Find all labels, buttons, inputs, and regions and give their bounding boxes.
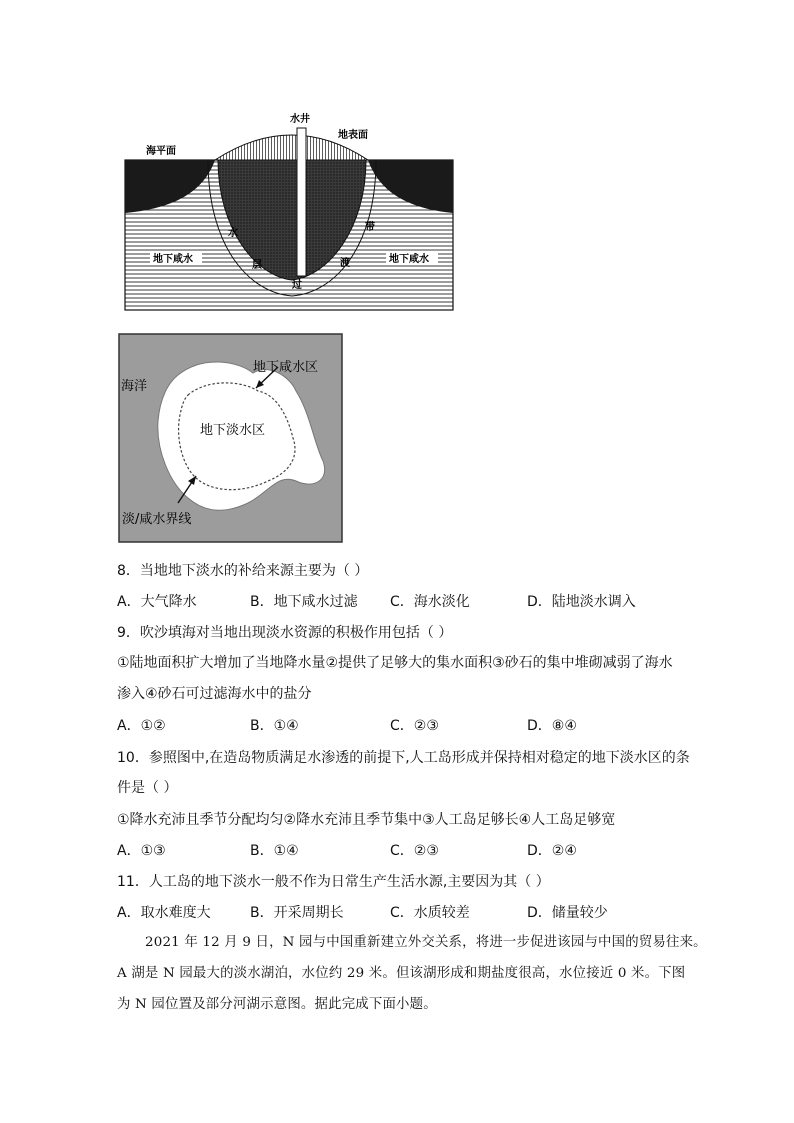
q10-option-a: A．①③: [117, 843, 166, 859]
label-sea-level: 海平面: [146, 146, 176, 157]
zone-char-3: 过: [292, 280, 302, 291]
passage-line-2: A 湖是 N 园最大的淡水湖泊，水位约 29 米。但该湖形成和期盐度很高，水位接近 0 米。下图: [117, 966, 686, 981]
q8-option-a: A．大气降水: [117, 594, 197, 610]
q9-line-1: ①陆地面积扩大增加了当地降水量②提供了足够大的集水面积③砂石的集中堆砌减弱了海水: [117, 655, 673, 671]
question-10-stem-cont: 件是（ ）: [117, 780, 178, 796]
label-saline-left: 地下咸水: [153, 254, 193, 265]
question-10-stem: 10．参照图中,在造岛物质满足水渗透的前提下,人工岛形成并保持相对稳定的地下淡水区的条: [117, 750, 690, 766]
passage-line-3: 为 N 园位置及部分河湖示意图。据此完成下面小题。: [117, 997, 437, 1012]
label-saline-right: 地下咸水: [389, 254, 429, 265]
cross-section-diagram: [120, 108, 460, 318]
zone-char-1: 水: [228, 228, 238, 239]
q9-option-b: B．①④: [250, 718, 299, 734]
q11-option-a: A．取水难度大: [117, 905, 211, 921]
question-11-stem: 11．人工岛的地下淡水一般不作为日常生产生活水源,主要因为其（ ）: [117, 874, 550, 890]
q9-line-2: 渗入④砂石可过滤海水中的盐分: [117, 686, 312, 702]
passage-line-1: 2021 年 12 月 9 日，N 园与中国重新建立外交关系，将进一步促进该园与中国的贸易往来。: [145, 935, 707, 950]
q8-option-c: C．海水淡化: [390, 594, 470, 610]
label-surface: 地表面: [338, 130, 368, 141]
question-9-stem: 9．吹沙填海对当地出现淡水资源的积极作用包括（ ）: [117, 625, 453, 641]
well: [297, 128, 306, 276]
label-well: 水井: [290, 114, 310, 125]
zone-char-2: 层: [252, 260, 262, 271]
q10-option-c: C．②③: [390, 843, 439, 859]
q9-option-d: D．⑧④: [527, 718, 577, 734]
label-saline-zone: 地下咸水区: [253, 360, 319, 375]
q10-option-b: B．①④: [250, 843, 299, 859]
q10-line-1: ①降水充沛且季节分配均匀②降水充沛且季节集中③人工岛足够长④人工岛足够宽: [117, 812, 616, 828]
q9-option-a: A．①②: [117, 718, 166, 734]
q8-option-d: D．陆地淡水调入: [527, 594, 636, 610]
question-8-stem: 8．当地地下淡水的补给来源主要为（ ）: [117, 563, 369, 579]
zone-char-5: 带: [365, 222, 375, 233]
island-map: [118, 333, 343, 543]
zone-char-4: 渡: [340, 258, 350, 269]
label-boundary: 淡/咸水界线: [122, 512, 192, 527]
q9-option-c: C．②③: [390, 718, 439, 734]
q11-option-d: D．储量较少: [527, 905, 608, 921]
q11-option-b: B．开采周期长: [250, 905, 344, 921]
q10-option-d: D．②④: [527, 843, 577, 859]
q8-option-b: B．地下咸水过滤: [250, 594, 358, 610]
q11-option-c: C．水质较差: [390, 905, 470, 921]
label-fresh-zone: 地下淡水区: [200, 423, 266, 438]
label-ocean: 海洋: [121, 379, 148, 394]
